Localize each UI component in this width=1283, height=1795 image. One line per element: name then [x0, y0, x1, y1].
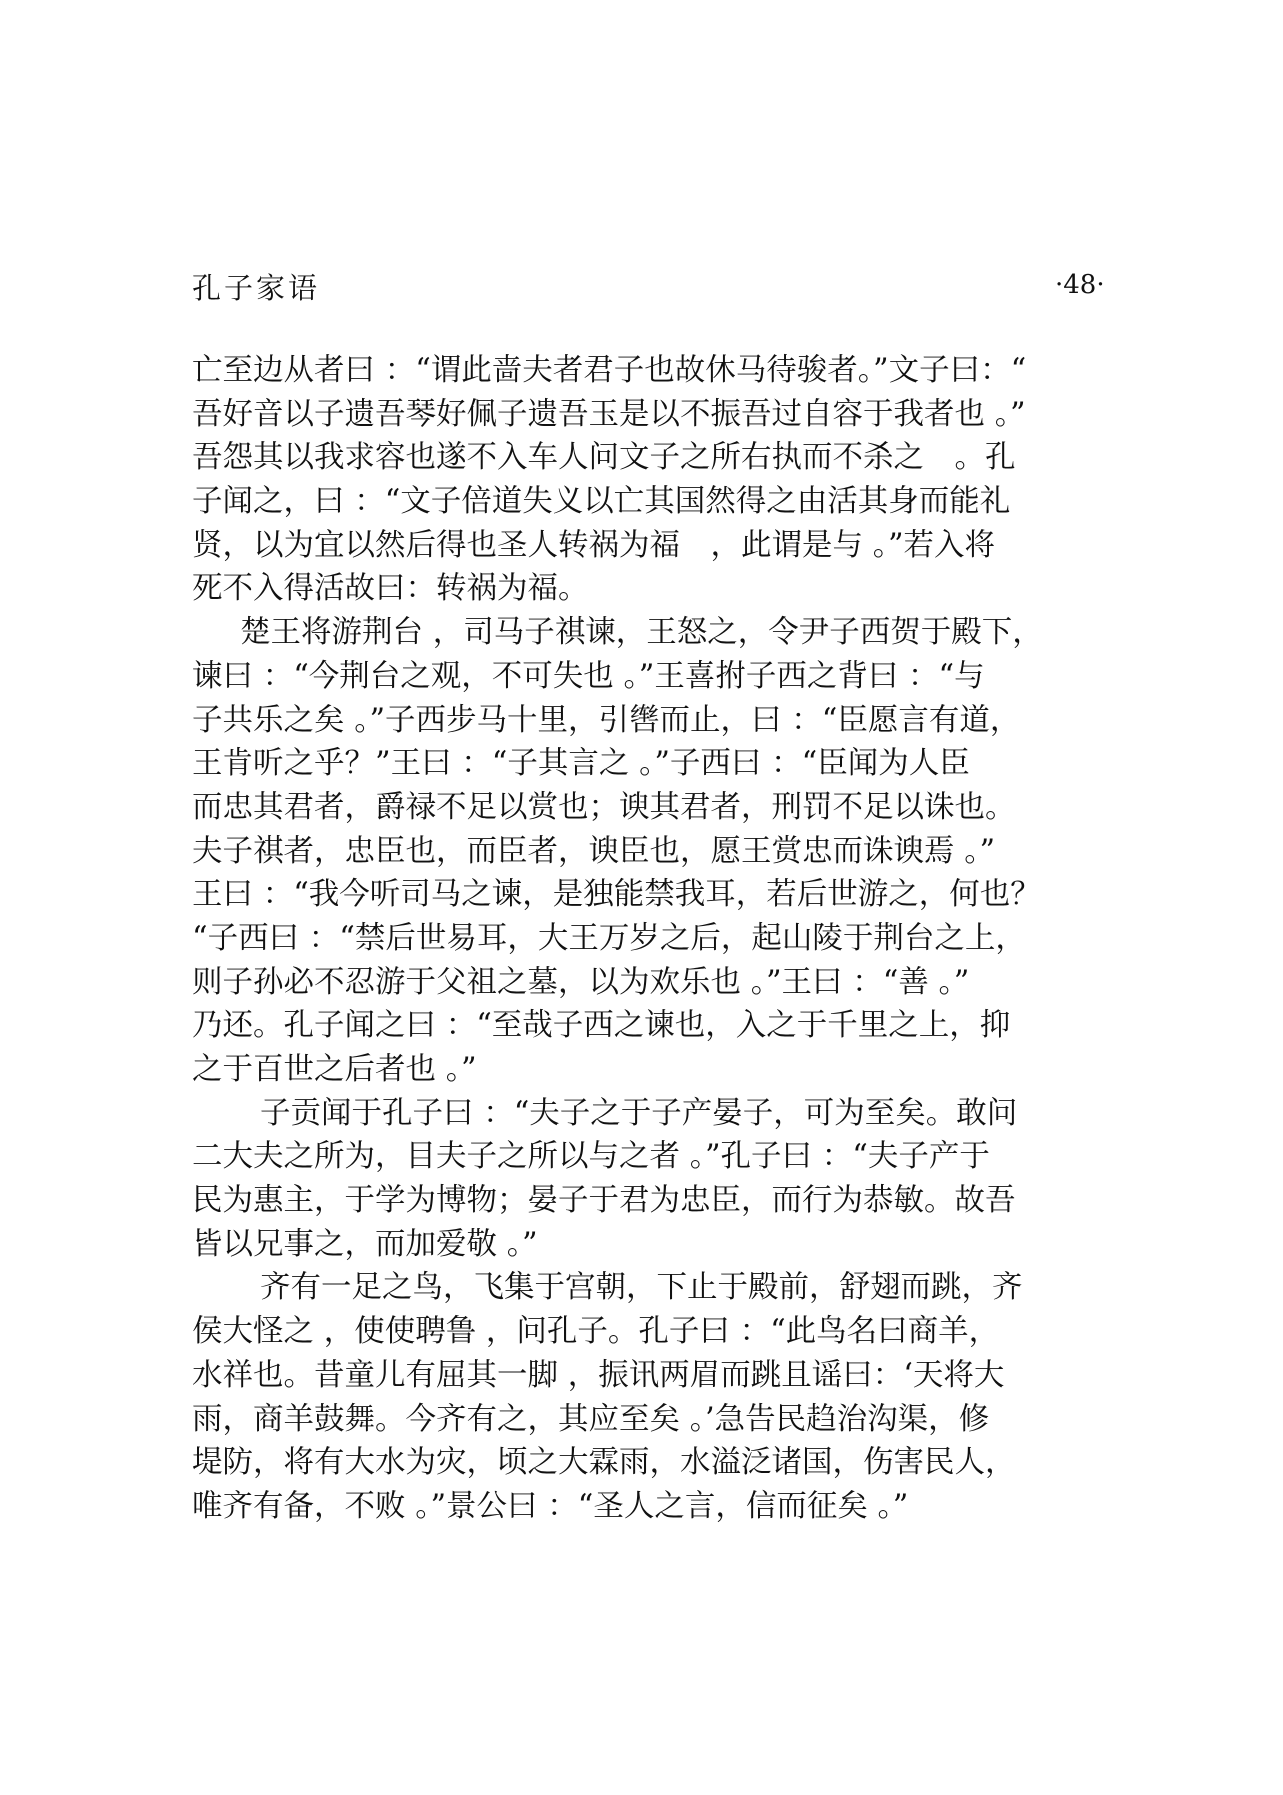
- text-line: 之于百世之后者也 。”: [192, 1052, 477, 1087]
- text-line: 子闻之，曰 ：“文子倍道失义以亡其国然得之由活其身而能礼: [192, 484, 1011, 520]
- text-line: 夫子祺者，忠臣也，而臣者，谀臣也，愿王赏忠而诛谀焉 。”: [192, 833, 996, 869]
- text-line: 唯齐有备，不败 。”景公曰 ：“圣人之言，信而征矣 。”: [192, 1488, 909, 1524]
- text-line: 子共乐之矣 。”子西步马十里，引辔而止，曰 ：“臣愿言有道，: [192, 702, 1021, 738]
- page-number: ·48·: [1055, 270, 1105, 300]
- text-line: 民为惠主，于学为博物；晏子于君为忠臣，而行为恭敏。故吾: [192, 1183, 1016, 1219]
- paragraph-start-line: 齐有一足之鸟，飞集于宫朝，下止于殿前，舒翅而跳，齐: [260, 1270, 1023, 1306]
- text-line: 而忠其君者，爵禄不足以赏也；谀其君者，刑罚不足以诛也。: [192, 789, 1016, 825]
- text-line: 王曰 ：“我今听司马之谏，是独能禁我耳，若后世游之，何也？: [192, 877, 1041, 913]
- text-line: 堤防，将有大水为灾，顷之大霖雨，水溢泛诸国，伤害民人，: [192, 1445, 1016, 1481]
- text-line: 吾好音以子遗吾琴好佩子遗吾玉是以不振吾过自容于我者也 。”: [192, 396, 1026, 432]
- text-line: 谏曰 ：“今荆台之观，不可失也 。”王喜拊子西之背曰 ：“与: [192, 658, 985, 694]
- text-line: 乃还。孔子闻之曰 ：“至哉子西之谏也，入之于千里之上，抑: [192, 1008, 1011, 1044]
- text-line: 亡至边从者曰 ：“谓此啬夫者君子也故休马待骏者。”文子曰：“: [192, 353, 1027, 388]
- text-line: 吾怨其以我求容也遂不入车人问文子之所右执而不杀之 。孔: [192, 440, 1016, 476]
- text-line: 王肯听之乎？”王曰 ：“子其言之 。”子西曰 ：“臣闻为人臣: [192, 746, 970, 782]
- running-title: 孔子家语: [192, 271, 321, 305]
- text-line: 皆以兄事之，而加爱敬 。”: [192, 1226, 538, 1262]
- text-line: 侯大怪之 ，使使聘鲁 ，问孔子。孔子曰 ：“此鸟名曰商羊，: [192, 1314, 1000, 1350]
- paragraph-start-line: 子贡闻于孔子曰 ：“夫子之于子产晏子，可为至矣。敢问: [260, 1095, 1018, 1131]
- body-text: [192, 349, 1092, 1529]
- paragraph-start-line: 楚王将游荆台 ，司马子祺谏，王怒之，令尹子西贺于殿下，: [240, 615, 1043, 651]
- text-line: 雨，商羊鼓舞。今齐有之，其应至矣 。’急告民趋治沟渠，修: [192, 1401, 990, 1437]
- text-line: 贤，以为宜以然后得也圣人转祸为福 ，此谓是与 。”若入将: [192, 527, 996, 563]
- text-line: 二大夫之所为，目夫子之所以与之者 。”孔子曰 ：“夫子产于: [192, 1139, 990, 1175]
- text-line: “子西曰 ：“禁后世易耳，大王万岁之后，起山陵于荆台之上，: [192, 920, 1026, 956]
- text-line: 则子孙必不忍游于父祖之墓，以为欢乐也 。”王曰 ：“善 。”: [192, 964, 970, 1000]
- text-line: 死不入得活故曰：转祸为福。: [192, 571, 589, 607]
- text-line: 水祥也。昔童儿有屈其一脚 ，振讯两眉而跳且谣曰：‘天将大: [192, 1357, 1005, 1393]
